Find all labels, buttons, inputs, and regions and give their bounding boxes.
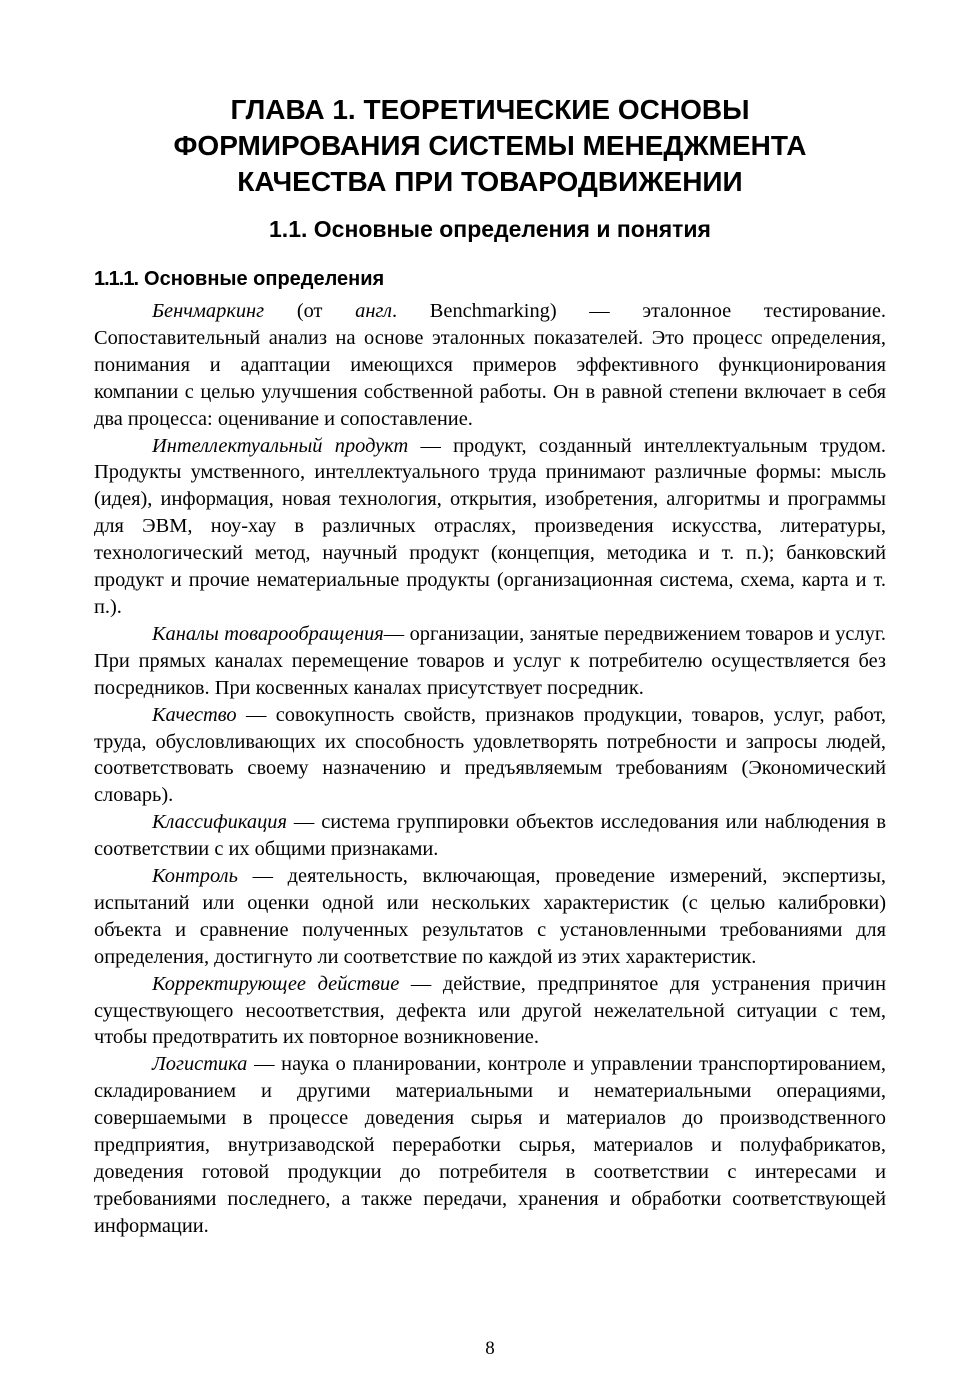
definition-term: Каналы товарообращения xyxy=(152,622,384,645)
subsection-label: Основные определения xyxy=(144,268,385,290)
definition-term: Корректирующее действие xyxy=(152,972,400,995)
definition-text: — действие, предпринятое для устранения причин существующего несоответствия, дефекта или другой нежелательной ситуации с тем, чтобы предотвратить их повторное возникновение. xyxy=(94,972,886,1049)
definition-term: Контроль xyxy=(152,865,238,888)
definition-text: — деятельность, включающая, проведение измерений, экспертизы, испытаний или оценки одной или нескольких характеристик (с целью калибровки) объекта и сравнение полученных результатов с установленными требованиями для определения, достигнуто ли соответствие по каждой из этих характеристик. xyxy=(94,865,886,968)
definition-text: — продукт, созданный интеллектуальным трудом. Продукты умственного, интеллектуального труда принимают различные формы: мысль (идея), информация, новая технология, открытия, изобретения, алгоритмы и программы для ЭВМ, ноу-хау в различных отраслях, произведения искусства, литературы, технологический метод, научный продукт (концепция, методика и т. п.); банковский продукт и прочие нематериальные продукты (организационная система, схема, карта и т. п.). xyxy=(94,434,886,618)
definition-text: — совокупность свойств, признаков продукции, товаров, услуг, работ, труда, обусловливающих их способность удовлетворять потребности и запросы людей, соответствовать своему назначению и предъявляемым требованиям (Экономический словарь). xyxy=(94,703,886,807)
page-content xyxy=(94,92,886,1240)
chapter-title-line: КАЧЕСТВА ПРИ ТОВАРОДВИЖЕНИИ xyxy=(237,166,743,197)
definition-text: . Benchmarking) — эталонное тестирование. Сопоставительный анализ на основе эталонных показателей. Это процесс определения, понимания и адаптации имеющихся примеров эффективного функционирования компании с целью улучшения собственной работы. Он в равной степени включает в себя два процесса: оценивание и сопоставление. xyxy=(94,300,886,430)
definition-paragraph xyxy=(94,809,886,863)
definition-abbreviation: англ xyxy=(355,300,393,322)
definition-term: Логистика xyxy=(152,1053,248,1076)
subsection-number: 1.1.1. xyxy=(94,268,139,290)
definition-term: Классификация xyxy=(152,811,287,834)
definition-prefix: (от xyxy=(264,300,356,322)
definition-paragraph xyxy=(94,1051,886,1239)
page-number: 8 xyxy=(485,1338,495,1359)
definition-paragraph xyxy=(94,702,886,810)
definition-paragraph xyxy=(94,863,886,971)
section-title: 1.1. Основные определения и понятия xyxy=(269,216,711,242)
definition-term: Качество xyxy=(152,703,237,726)
definition-paragraph xyxy=(94,433,886,621)
definition-text: — наука о планировании, контроле и управлении транспортированием, складированием и другими материальными и нематериальными операциями, совершаемыми в процессе доведения сырья и материалов до производственного предприятия, внутризаводской переработки сырья, материалов и полуфабрикатов, доведения готовой продукции до потребителя в соответствии с интересами и требованиями последнего, а также передачи, хранения и обработки соответствующей информации. xyxy=(94,1053,886,1237)
definition-term: Интеллектуальный продукт xyxy=(152,434,409,457)
definition-term: Бенчмаркинг xyxy=(152,300,265,322)
chapter-title-line: ГЛАВА 1. ТЕОРЕТИЧЕСКИЕ ОСНОВЫ xyxy=(230,94,750,125)
chapter-title-line: ФОРМИРОВАНИЯ СИСТЕМЫ МЕНЕДЖМЕНТА xyxy=(173,130,807,161)
definition-paragraph xyxy=(94,971,886,1052)
definitions-list xyxy=(94,298,886,1240)
definition-paragraph xyxy=(94,298,886,433)
definition-text: — организации, занятые передвижением товаров и услуг. При прямых каналах перемещение товаров и услуг к потребителю осуществляется без посредников. При косвенных каналах присутствует посредник. xyxy=(94,622,886,699)
chapter-title xyxy=(94,92,886,200)
subsection-title xyxy=(94,266,886,292)
definition-text: — система группировки объектов исследования или наблюдения в соответствии с их общими признаками. xyxy=(94,811,886,861)
definition-paragraph xyxy=(94,621,886,702)
